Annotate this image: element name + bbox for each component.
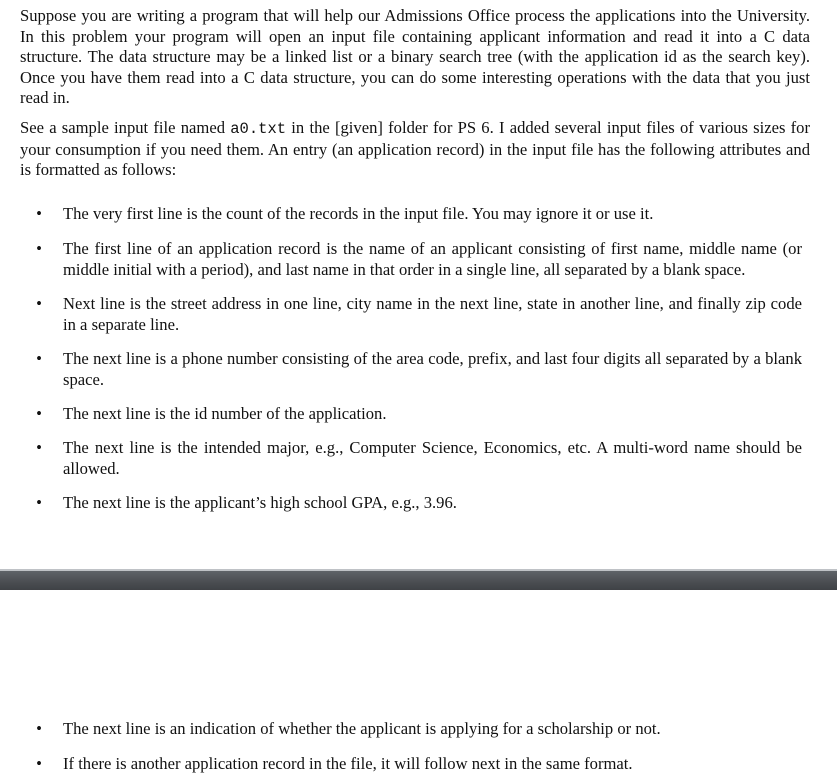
sample-file-name: a0.txt (230, 120, 287, 138)
list-item (36, 239, 802, 280)
list-item (36, 294, 802, 335)
list-item (36, 493, 802, 514)
list-item-text: The next line is the intended major, e.g., Computer Science, Economics, etc. A multi-word name should be allowed. (63, 438, 802, 478)
list-item-text: The very first line is the count of the records in the input file. You may ignore it or use it. (63, 204, 654, 223)
list-item-text: The first line of an application record is the name of an applicant consisting of first name, middle name (or middle initial with a period), and last name in that order in a single line, all separated by a blank space. (63, 239, 802, 279)
bullet-icon: • (36, 754, 42, 773)
input-file-paragraph (20, 118, 810, 181)
input-file-text-start: See a sample input file named (20, 118, 231, 137)
page-break-bar (0, 571, 837, 590)
list-item-text: The next line is the id number of the application. (63, 404, 387, 423)
list-item (36, 438, 802, 479)
bullet-icon: • (36, 239, 42, 258)
list-item (36, 754, 802, 775)
list-item (36, 349, 802, 390)
bullet-icon: • (36, 349, 42, 368)
bullet-icon: • (36, 294, 42, 313)
list-item (36, 204, 802, 225)
bullet-icon: • (36, 719, 42, 738)
bullet-icon: • (36, 493, 42, 512)
list-item (36, 404, 802, 425)
list-item-text: The next line is a phone number consisting of the area code, prefix, and last four digits all separated by a blank space. (63, 349, 802, 389)
list-item (36, 719, 802, 740)
bullet-icon: • (36, 204, 42, 223)
input-file-text-end: in the [given] folder for PS 6. I added several input files of various sizes for your consumption if you need them. An entry (an application record) in the input file has the following attributes and is formatted as follows: (20, 118, 811, 180)
intro-paragraph: Suppose you are writing a program that will help our Admissions Office process the applications into the University. In this problem your program will open an input file containing applicant information and read it into a C data structure. The data structure may be a linked list or a binary search tree (with the application id as the search key). Once you have them read into a C data structure, you can do some interesting operations with the data that you just read in. (20, 6, 810, 108)
bullet-icon: • (36, 438, 42, 457)
list-item-text: If there is another application record in the file, it will follow next in the same format. (63, 754, 633, 773)
list-item-text: Next line is the street address in one line, city name in the next line, state in another line, and finally zip code in a separate line. (63, 294, 802, 334)
bullet-icon: • (36, 404, 42, 423)
list-item-text: The next line is an indication of whether the applicant is applying for a scholarship or not. (63, 719, 661, 738)
list-item-text: The next line is the applicant’s high school GPA, e.g., 3.96. (63, 493, 457, 512)
